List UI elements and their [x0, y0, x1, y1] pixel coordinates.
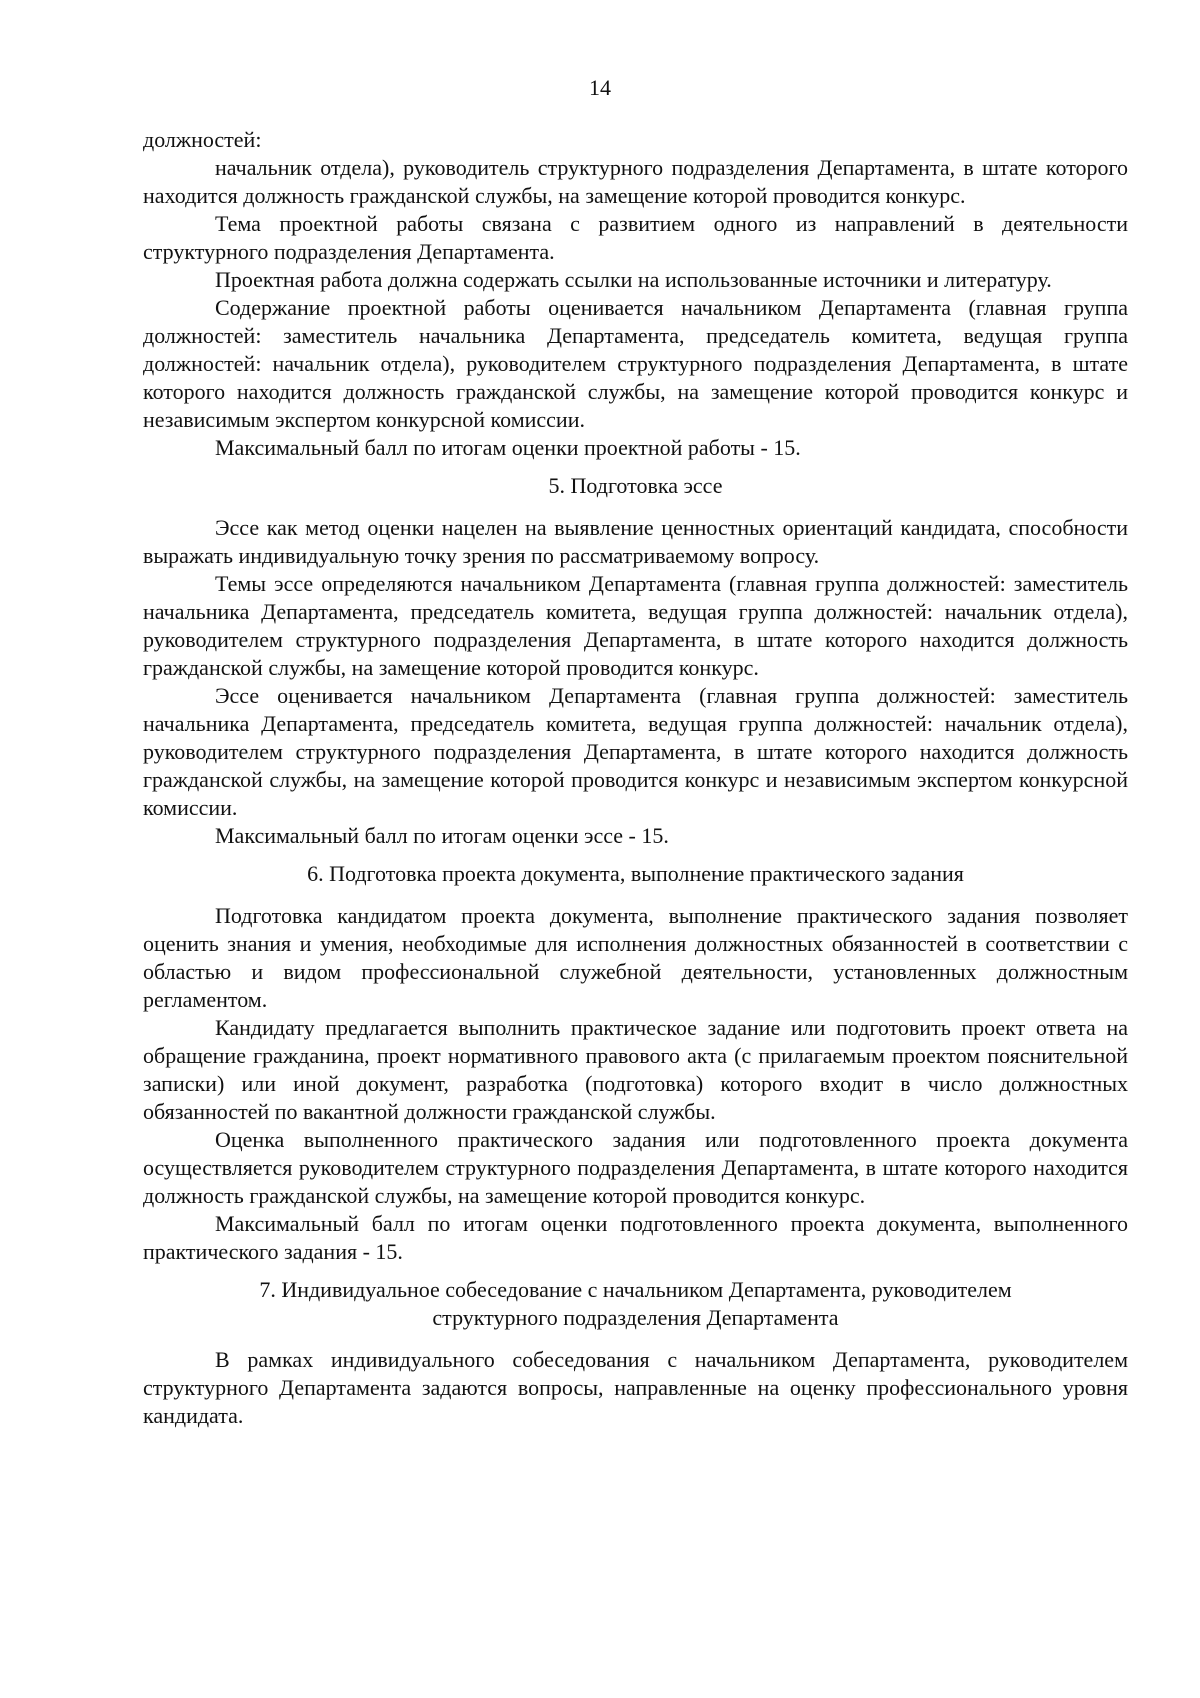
document-body: [143, 126, 1128, 1430]
paragraph: Эссе как метод оценки нацелен на выявление ценностных ориентаций кандидата, способности выражать индивидуальную точку зрения по рассматриваемому вопросу.: [143, 515, 1128, 568]
paragraph: начальник отдела), руководитель структурного подразделения Департамента, в штате которого находится должность гражданской службы, на замещение которой проводится конкурс.: [143, 155, 1128, 208]
paragraph: Содержание проектной работы оценивается начальником Департамента (главная группа должностей: заместитель начальника Департамента, председатель комитета, ведущая группа должностей: начальник отдела), руководителем структурного подразделения Департамента, в штате которого находится должность гражданской службы, на замещение которой проводится конкурс и независимым экспертом конкурсной комиссии.: [143, 295, 1128, 432]
paragraph: Проектная работа должна содержать ссылки на использованные источники и литературу.: [215, 267, 1052, 292]
paragraph: Максимальный балл по итогам оценки проектной работы - 15.: [215, 435, 801, 460]
section-7-heading: [143, 1276, 1128, 1332]
paragraph: Темы эссе определяются начальником Департамента (главная группа должностей: заместитель начальника Департамента, председатель комитета, ведущая группа должностей: начальник отдела), руководителем структурного подразделения Департамента, в штате которого находится должность гражданской службы, на замещение которой проводится конкурс.: [143, 571, 1128, 680]
paragraph: Тема проектной работы связана с развитием одного из направлений в деятельности структурного подразделения Департамента.: [143, 211, 1128, 264]
paragraph: Максимальный балл по итогам оценки эссе - 15.: [215, 823, 669, 848]
paragraph: Максимальный балл по итогам оценки подготовленного проекта документа, выполненного практического задания - 15.: [143, 1211, 1128, 1264]
paragraph: В рамках индивидуального собеседования с начальником Департамента, руководителем структурного Департамента задаются вопросы, направленные на оценку профессионального уровня кандидата.: [143, 1347, 1128, 1428]
paragraph: Подготовка кандидатом проекта документа, выполнение практического задания позволяет оценить знания и умения, необходимые для исполнения должностных обязанностей в соответствии с областью и видом профессиональной служебной деятельности, установленных должностным регламентом.: [143, 903, 1128, 1012]
paragraph: Кандидату предлагается выполнить практическое задание или подготовить проект ответа на обращение гражданина, проект нормативного правового акта (с прилагаемым проектом пояснительной записки) или иной документ, разработка (подготовка) которого входит в число должностных обязанностей по вакантной должности гражданской службы.: [143, 1015, 1128, 1124]
section-6-heading: 6. Подготовка проекта документа, выполнение практического задания: [307, 861, 964, 886]
section-5-heading: 5. Подготовка эссе: [548, 473, 723, 498]
paragraph: Оценка выполненного практического задания или подготовленного проекта документа осуществляется руководителем структурного подразделения Департамента, в штате которого находится должность гражданской службы, на замещение которой проводится конкурс.: [143, 1127, 1128, 1208]
paragraph-continuation: должностей:: [143, 127, 262, 152]
page-number: 14: [589, 75, 611, 100]
section-7-heading-line-1: 7. Индивидуальное собеседование с начальником Департамента, руководителем: [259, 1277, 1012, 1302]
paragraph: Эссе оценивается начальником Департамента (главная группа должностей: заместитель начальника Департамента, председатель комитета, ведущая группа должностей: начальник отдела), руководителем структурного подразделения Департамента, в штате которого находится должность гражданской службы, на замещение которой проводится конкурс и независимым экспертом конкурсной комиссии.: [143, 683, 1128, 820]
section-7-heading-line-2: структурного подразделения Департамента: [432, 1305, 839, 1330]
